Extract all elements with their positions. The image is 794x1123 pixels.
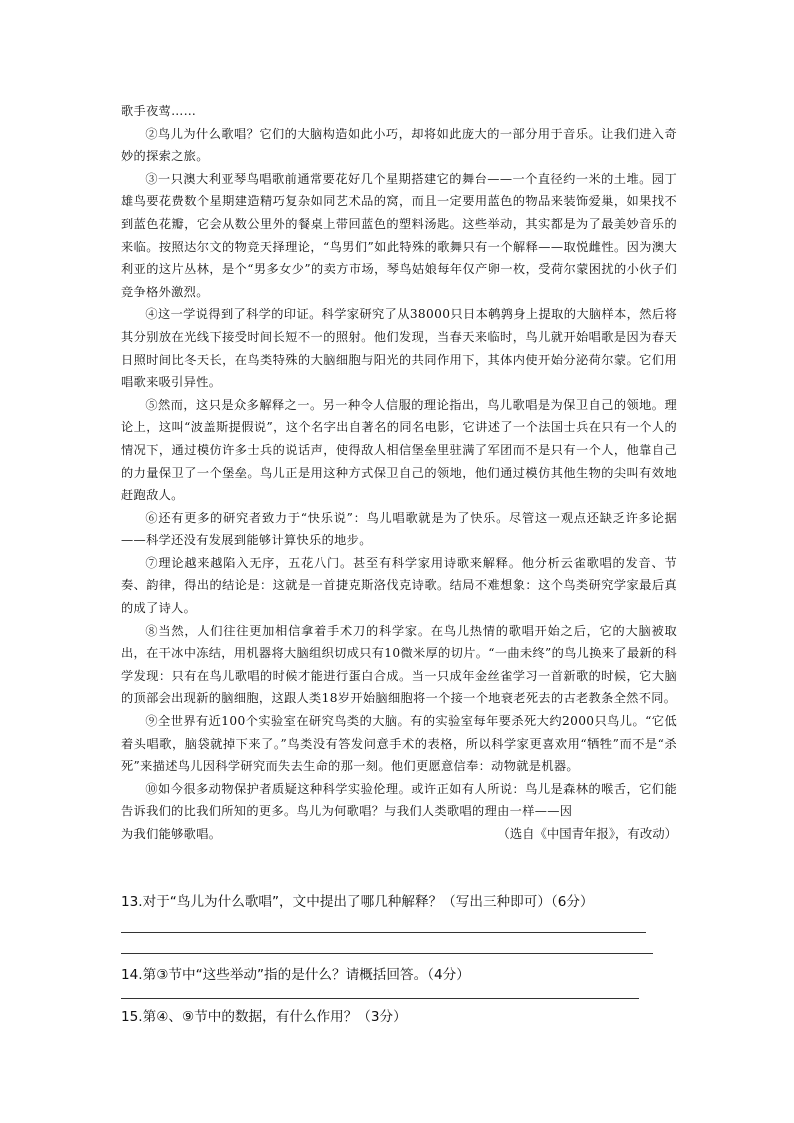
article-paragraph-7: ⑦理论越来越陷入无序，五花八门。甚至有科学家用诗歌来解释。他分析云雀歌唱的发音、节奏、韵律，得出的结论是：这就是一首捷克斯洛伐克诗歌。结局不难想象：这个鸟类研究学家最后真的成了诗人。 <box>121 555 677 616</box>
question-14: 14.第③节中“这些举动”指的是什么？请概括回答。（4分） <box>121 967 470 983</box>
answer-line-13a[interactable] <box>121 932 646 933</box>
answer-line-13b[interactable] <box>121 953 653 954</box>
article-source: （选自《中国青年报》，有改动） <box>497 826 677 841</box>
question-13: 13.对于“鸟儿为什么歌唱”，文中提出了哪几种解释？（写出三种即可）（6分） <box>121 894 594 910</box>
article-paragraph-4: ④这一学说得到了科学的印证。科学家研究了从38000只日本鹌鹑身上提取的大脑样本，然后将其分别放在光线下接受时间长短不一的照射。他们发现，当春天来临时，鸟儿就开始唱歌是因为春天日照时间比冬天长，在鸟类特殊的大脑细胞与阳光的共同作用下，其体内使开始分泌荷尔蒙。它们用唱歌来吸引异性。 <box>121 307 677 390</box>
article-paragraph-6: ⑥还有更多的研究者致力于“快乐说”：鸟儿唱歌就是为了快乐。尽管这一观点还缺乏许多论据——科学还没有发展到能够计算快乐的地步。 <box>121 510 677 548</box>
article-paragraph-1: 歌手夜莺…… <box>121 104 197 118</box>
article-last-line: 为我们能够歌唱。 <box>121 827 222 841</box>
article-paragraph-5: ⑤然而，这只是众多解释之一。另一种令人信服的理论指出，鸟儿歌唱是为保卫自己的领地。理论上，这叫“波盖斯提假说”，这个名字出自著名的同名电影，它讲述了一个法国士兵在只有一个人的情况下，通过模仿许多士兵的说话声，使得敌人相信堡垒里驻满了军团而不是只有一个人，他靠自己的力量保卫了一个堡垒。鸟儿正是用这种方式保卫自己的领地，他们通过模仿其他生物的尖叫有效地赶跑敌人。 <box>121 397 677 503</box>
article-paragraph-3: ③一只澳大利亚琴鸟唱歌前通常要花好几个星期搭建它的舞台——一个直径约一米的土堆。园丁雄鸟要花费数个星期建造精巧复杂如同艺术品的窝，而且一定要用蓝色的物品来装饰爱巢，如果找不到蓝色花瓣，它会从数公里外的餐桌上带回蓝色的塑料汤匙。这些举动，其实都是为了最美妙音乐的来临。按照达尔文的物竞天择理论，“鸟男们”如此特殊的歌舞只有一个解释——取悦雌性。因为澳大利亚的这片丛林，是个“男多女少”的卖方市场，琴鸟姑娘每年仅产卵一枚，受荷尔蒙困扰的小伙子们竞争格外激烈。 <box>121 171 677 299</box>
article-paragraph-10: ⑩如今很多动物保护者质疑这种科学实验伦理。或许正如有人所说：鸟儿是森林的喉舌，它们能告诉我们的比我们所知的更多。鸟儿为何歌唱？与我们人类歌唱的理由一样——因 <box>121 781 677 819</box>
article-paragraph-2: ②鸟儿为什么歌唱？它们的大脑构造如此小巧，却将如此庞大的一部分用于音乐。让我们进入奇妙的探索之旅。 <box>121 126 677 164</box>
article-final-line <box>121 823 677 846</box>
reading-article <box>121 100 677 846</box>
article-paragraph-9: ⑨全世界有近100个实验室在研究鸟类的大脑。有的实验室每年要杀死大约2000只鸟儿。“它低着头唱歌，脑袋就掉下来了。”鸟类没有答发问意手术的表格，所以科学家更喜欢用“牺牲”而不是“杀死”来描述鸟儿因科学研究而失去生命的那一刻。他们更愿意信奉：动物就是机器。 <box>121 714 677 774</box>
question-15: 15.第④、⑨节中的数据，有什么作用？（3分） <box>121 1009 407 1025</box>
article-paragraph-8: ⑧当然，人们往往更加相信拿着手术刀的科学家。在鸟儿热情的歌唱开始之后，它的大脑被取出，在干冰中冻结，用机器将大脑组织切成只有10微米厚的切片。“一曲未终”的鸟儿换来了最新的科学发现：只有在鸟儿歌唱的时候才能进行蛋白合成。当一只成年金丝雀学习一首新歌的时候，它大脑的顶部会出现新的脑细胞，这跟人类18岁开始脑细胞将一个接一个地衰老死去的古老教条全然不同。 <box>121 623 677 706</box>
answer-line-14[interactable] <box>121 998 639 999</box>
